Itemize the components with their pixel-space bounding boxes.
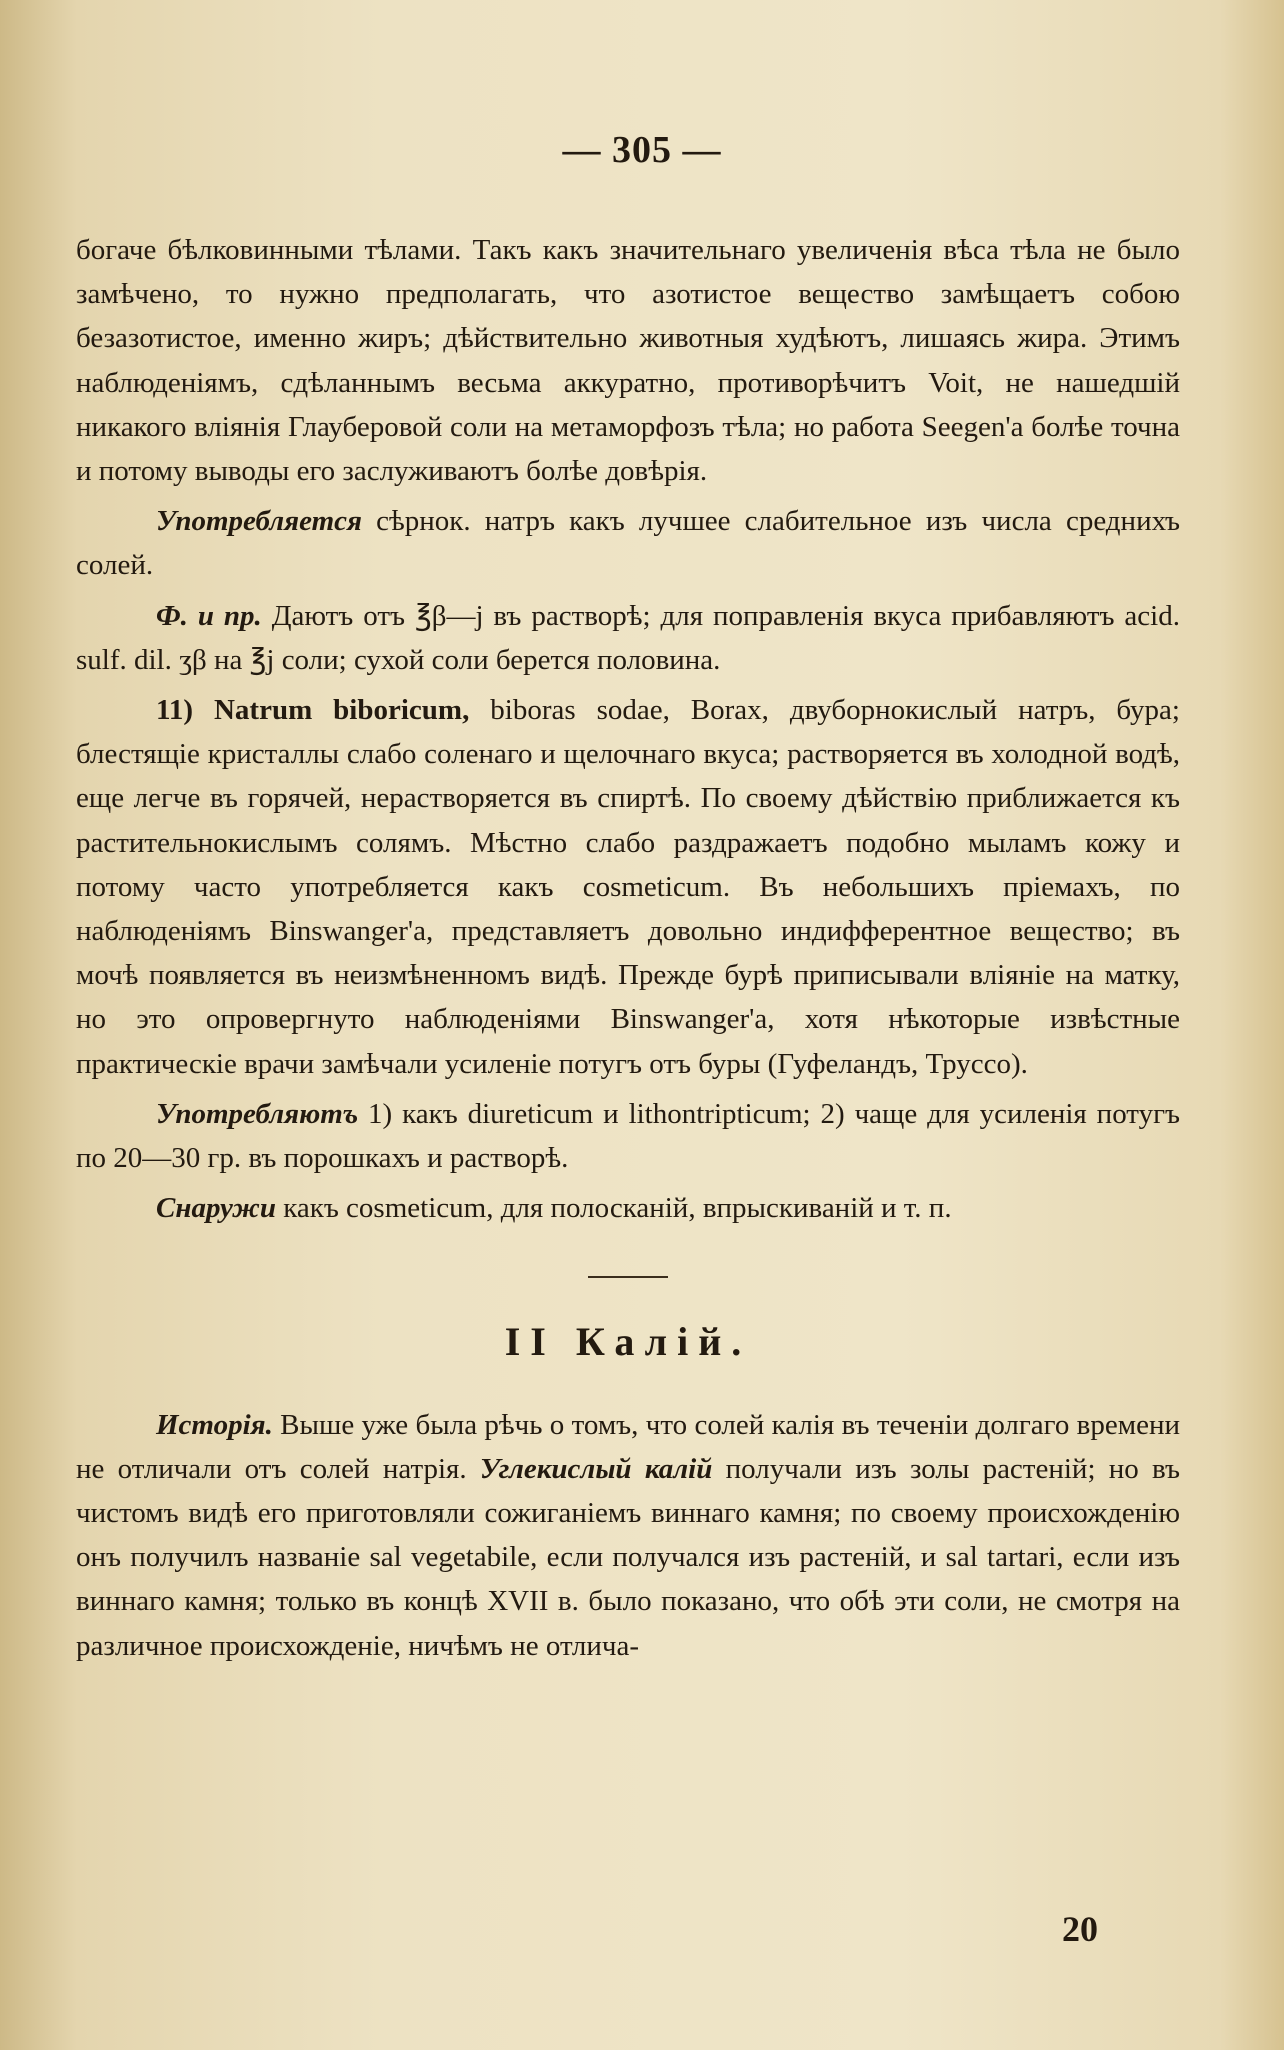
- page-number: — 305 —: [562, 129, 722, 171]
- page-body: [76, 228, 1180, 1668]
- paragraph-text: богаче бѣлковинными тѣлами. Такъ какъ значительнаго увеличенія вѣса тѣла не было замѣчено, то нужно предполагать, что азотистое вещество замѣщаетъ собою безазотистое, именно жиръ; дѣйствительно животныя худѣютъ, лишаясь жира. Этимъ наблюденіямъ, сдѣланнымъ весьма аккуратно, противорѣчитъ Voit, не нашедшій никакого вліянія Глауберовой соли на метаморфозъ тѣла; но работа Seegen'а болѣе точна и потому выводы его заслуживаютъ болѣе довѣрія.: [76, 234, 1180, 488]
- paragraph-lead: Исторія.: [156, 1408, 273, 1441]
- paragraph-text: 1) какъ diureticum и lithontripticum; 2) чаще для усиленія потугъ по 20—30 гр. въ порошкахъ и растворѣ.: [76, 1097, 1180, 1175]
- paragraph: [76, 1403, 1180, 1668]
- paragraph: [76, 594, 1180, 682]
- paragraph-text: сѣрнок. натръ какъ лучшее слабительное изъ числа среднихъ солей.: [76, 505, 1180, 582]
- paragraph: [76, 228, 1180, 493]
- paragraph: [76, 499, 1180, 587]
- paragraph-text: какъ cosmeticum, для полосканій, впрыскиваній и т. п.: [275, 1192, 952, 1225]
- paragraph-lead: Употребляется: [156, 505, 362, 538]
- paragraph-text: biboras sodae, Borax, двуборнокислый натръ, бура; блестящіе кристаллы слабо соленаго и щелочнаго вкуса; растворяется въ холодной водѣ, еще легче въ горячей, нерастворяется въ спиртѣ. По своему дѣйствію приближается къ растительнокислымъ солямъ. Мѣстно слабо раздражаетъ подобно мыламъ кожу и потому часто употребляется какъ cosmeticum. Въ небольшихъ пріемахъ, по наблюденіямъ Binswanger'а, представляетъ довольно индифферентное вещество; въ мочѣ появляется въ неизмѣненномъ видѣ. Прежде бурѣ приписывали вліяніе на матку, но это опровергнуто наблюденіями Binswanger'а, хотя нѣкоторые извѣстные практическіе врачи замѣчали усиленіе потугъ отъ буры (Гуфеландъ, Труссо).: [76, 694, 1180, 1080]
- paragraph-text: Выше уже была рѣчь о томъ, что солей калія въ теченіи долгаго времени не отличали отъ солей натрія.: [76, 1408, 1180, 1485]
- emphasis-term: Углекислый калій: [479, 1452, 713, 1485]
- paragraph: [76, 1186, 1180, 1230]
- paragraph-lead: Употребляютъ: [156, 1097, 359, 1130]
- paragraph: [76, 1092, 1180, 1180]
- paragraph: [76, 688, 1180, 1086]
- paragraph-lead: 11) Natrum biboricum,: [156, 694, 470, 727]
- paragraph-lead: Снаружи: [156, 1192, 276, 1225]
- paragraph-lead: Ф. и пр.: [156, 599, 262, 632]
- section-title: II Калій.: [504, 1319, 752, 1365]
- paragraph-text: Даютъ отъ ℥β—j въ растворѣ; для поправленія вкуса прибавляютъ acid. sulf. dil. ʒβ на ℥j соли; сухой соли берется половина.: [76, 599, 1180, 676]
- section-divider: [588, 1276, 668, 1278]
- signature-mark: 20: [1062, 1909, 1098, 1949]
- paragraph-text: получали изъ золы растеній; но въ чистомъ видѣ его приготовляли сожиганіемъ виннаго камня; по своему происхожденію онъ получилъ названіе sal vegetabile, если получался изъ растеній, и sal tartari, если изъ виннаго камня; только въ концѣ XVII в. было показано, что обѣ эти соли, не смотря на различное происхожденіе, ничѣмъ не отлича-: [76, 1452, 1181, 1662]
